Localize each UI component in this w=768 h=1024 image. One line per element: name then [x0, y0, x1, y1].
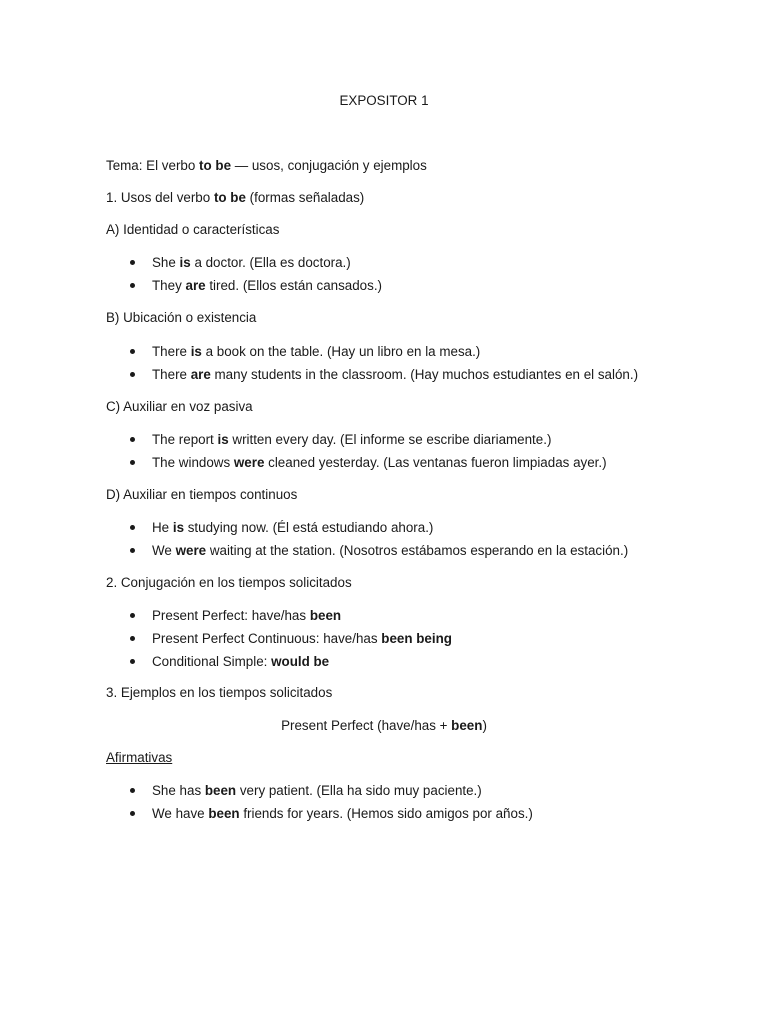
- item-text: The windows: [152, 455, 234, 470]
- item-text: They: [152, 278, 186, 293]
- item-text: We: [152, 543, 176, 558]
- item-text-end: friends for years. (Hemos sido amigos por años.): [239, 806, 533, 821]
- item-text-end: very patient. (Ella ha sido muy paciente.): [236, 783, 482, 798]
- list-item: [129, 630, 452, 653]
- item-bold: is: [172, 520, 185, 535]
- list-item: [129, 277, 382, 300]
- item-text: Conditional Simple:: [152, 654, 272, 669]
- subtitle-text-end: ): [482, 718, 487, 733]
- item-text: She has: [152, 783, 205, 798]
- list-item: [129, 431, 607, 454]
- item-bold: is: [217, 432, 229, 447]
- topic-text-end: — usos, conjugación y ejemplos: [231, 158, 427, 173]
- section-3-heading: 3. Ejemplos en los tiempos solicitados: [106, 685, 333, 700]
- item-bold: are: [190, 367, 211, 382]
- list-item: [129, 653, 452, 676]
- section-1-heading: [106, 189, 364, 207]
- group-c-heading: C) Auxiliar en voz pasiva: [106, 399, 253, 414]
- section-1-text: 1. Usos del verbo: [106, 190, 214, 205]
- item-text: We have: [152, 806, 209, 821]
- item-text-end: a doctor. (Ella es doctora.): [190, 255, 351, 270]
- list-item: [129, 805, 533, 828]
- section-1-bold: to be: [213, 190, 246, 205]
- group-d-list: [129, 519, 628, 565]
- subtitle-text: Present Perfect (have/has +: [281, 718, 452, 733]
- group-a-heading: A) Identidad o características: [106, 222, 280, 237]
- item-text: The report: [152, 432, 218, 447]
- topic-text: Tema: El verbo: [106, 158, 200, 173]
- document-title: EXPOSITOR 1: [339, 93, 429, 108]
- list-item: [129, 519, 628, 542]
- item-bold: were: [233, 455, 265, 470]
- list-item: [129, 254, 382, 277]
- list-item: [129, 366, 638, 389]
- item-text: Present Perfect Continuous: have/has: [152, 631, 382, 646]
- list-item: [129, 782, 533, 805]
- section-2-list: [129, 607, 452, 676]
- section-3-subtitle: [0, 717, 768, 735]
- subtitle-bold: been: [451, 718, 483, 733]
- item-bold: would be: [271, 654, 330, 669]
- list-item: [129, 607, 452, 630]
- item-text-end: a book on the table. (Hay un libro en la mesa.): [201, 344, 481, 359]
- group-b-list: [129, 343, 638, 389]
- item-bold: is: [190, 344, 202, 359]
- item-text-end: tired. (Ellos están cansados.): [205, 278, 383, 293]
- list-item: [129, 343, 638, 366]
- group-c-list: [129, 431, 607, 477]
- item-bold: been: [208, 806, 240, 821]
- group-a-list: [129, 254, 382, 300]
- item-text: She: [152, 255, 180, 270]
- item-bold: are: [185, 278, 206, 293]
- item-text-end: cleaned yesterday. (Las ventanas fueron limpiadas ayer.): [264, 455, 607, 470]
- item-text-end: written every day. (El informe se escribe diariamente.): [228, 432, 552, 447]
- item-text-end: many students in the classroom. (Hay muchos estudiantes en el salón.): [210, 367, 639, 382]
- section-2-heading: 2. Conjugación en los tiempos solicitados: [106, 575, 352, 590]
- item-bold: were: [175, 543, 207, 558]
- item-bold: been: [309, 608, 342, 623]
- item-bold: been: [204, 783, 237, 798]
- item-bold: been being: [381, 631, 452, 646]
- list-item: [129, 454, 607, 477]
- section-3-list: [129, 782, 533, 828]
- list-item: [129, 542, 628, 565]
- section-1-text-end: (formas señaladas): [245, 190, 365, 205]
- item-text: There: [152, 367, 191, 382]
- item-bold: is: [179, 255, 191, 270]
- item-text: There: [152, 344, 191, 359]
- item-text: Present Perfect: have/has: [152, 608, 310, 623]
- group-b-heading: B) Ubicación o existencia: [106, 310, 257, 325]
- item-text: He: [152, 520, 173, 535]
- topic-bold: to be: [199, 158, 232, 173]
- item-text-end: studying now. (Él está estudiando ahora.): [184, 520, 434, 535]
- item-text-end: waiting at the station. (Nosotros estábamos esperando en la estación.): [206, 543, 629, 558]
- group-d-heading: D) Auxiliar en tiempos continuos: [106, 487, 298, 502]
- afirmativas-heading: Afirmativas: [106, 750, 173, 765]
- topic-line: [106, 157, 427, 175]
